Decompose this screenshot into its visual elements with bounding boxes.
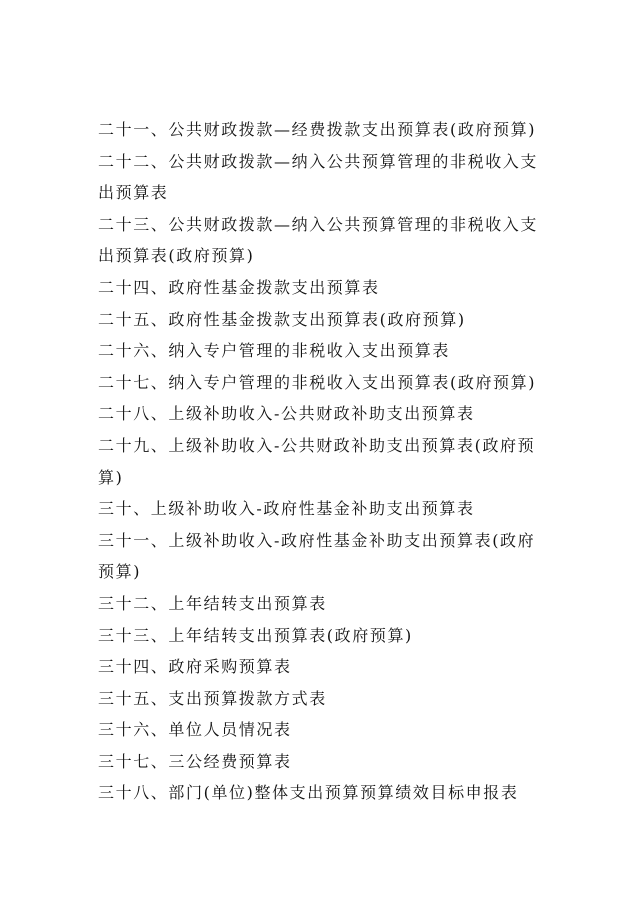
table-of-contents-list xyxy=(98,114,544,809)
list-item: 二十六、纳入专户管理的非税收入支出预算表 xyxy=(98,341,451,361)
list-item: 三十八、部门(单位)整体支出预算预算绩效目标申报表 xyxy=(98,783,519,803)
list-item: 二十一、公共财政拨款—经费拨款支出预算表(政府预算) xyxy=(98,120,537,139)
list-item: 二十五、政府性基金拨款支出预算表(政府预算) xyxy=(98,309,466,329)
list-item: 三十、上级补助收入-政府性基金补助支出预算表 xyxy=(98,499,475,519)
list-item: 三十一、上级补助收入-政府性基金补助支出预算表(政府预算) xyxy=(98,530,536,582)
list-item: 二十四、政府性基金拨款支出预算表 xyxy=(98,277,380,297)
list-item: 二十三、公共财政拨款—纳入公共预算管理的非税收入支出预算表(政府预算) xyxy=(98,214,539,266)
list-item: 二十九、上级补助收入-公共财政补助支出预算表(政府预算) xyxy=(98,435,536,487)
list-item: 三十六、单位人员情况表 xyxy=(98,720,292,740)
list-item: 二十二、公共财政拨款—纳入公共预算管理的非税收入支出预算表 xyxy=(98,151,539,203)
list-item: 三十二、上年结转支出预算表 xyxy=(98,593,327,613)
list-item: 三十五、支出预算拨款方式表 xyxy=(98,688,327,708)
list-item: 三十三、上年结转支出预算表(政府预算) xyxy=(98,625,413,645)
list-item: 二十七、纳入专户管理的非税收入支出预算表(政府预算) xyxy=(98,372,537,392)
list-item: 二十八、上级补助收入-公共财政补助支出预算表 xyxy=(98,404,475,424)
list-item: 三十七、三公经费预算表 xyxy=(98,751,292,771)
list-item: 三十四、政府采购预算表 xyxy=(98,657,292,677)
